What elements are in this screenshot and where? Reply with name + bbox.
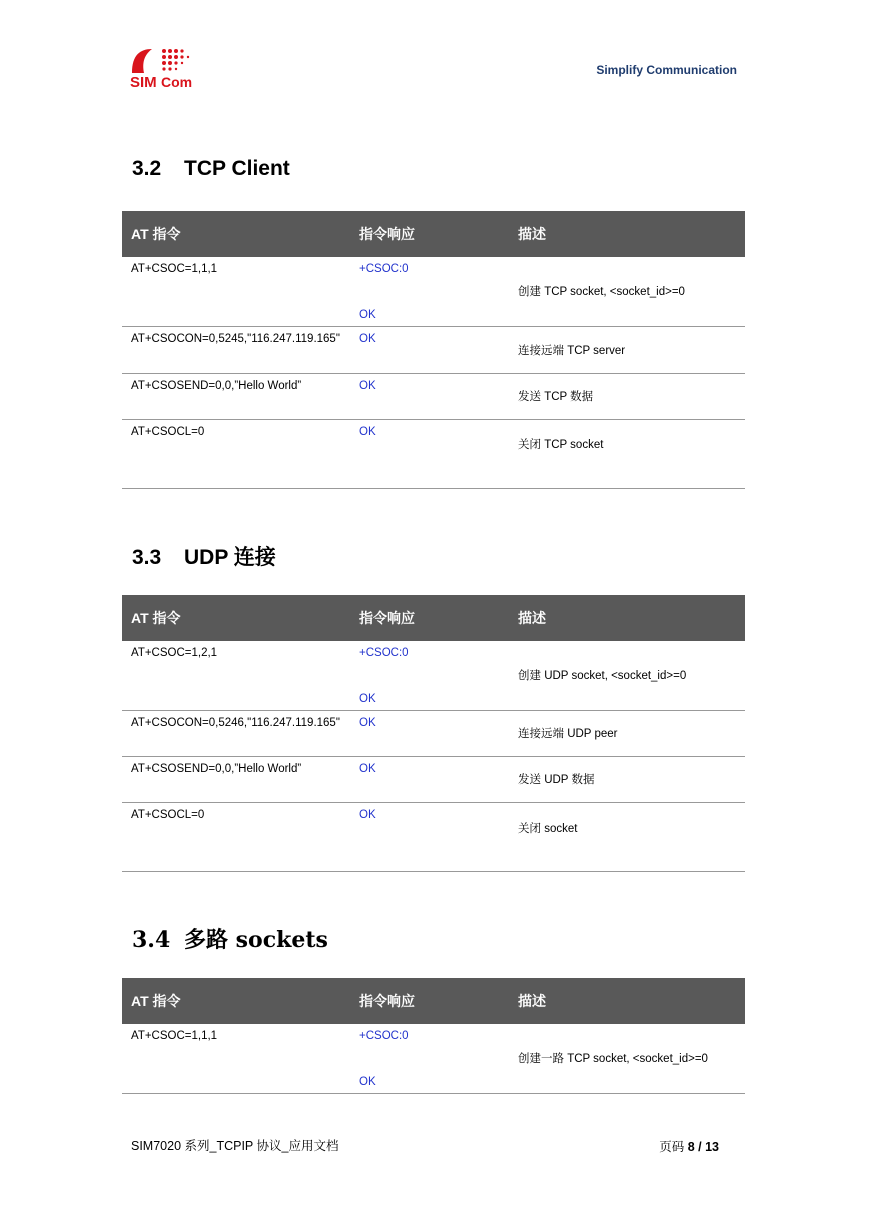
- at-command: AT+CSOCL=0: [131, 808, 205, 821]
- at-command-table-udp: [122, 595, 745, 872]
- table-row: [122, 641, 745, 710]
- table-header-row: [122, 978, 745, 1024]
- section-heading-3-4: [132, 923, 328, 954]
- section-number: 3.3: [132, 546, 162, 569]
- page-label: 页码: [659, 1140, 685, 1154]
- section-title: 多路 sockets: [184, 927, 328, 953]
- response-line: OK: [359, 332, 376, 345]
- table-row: [122, 1024, 745, 1093]
- description: 发送 TCP 数据: [509, 373, 745, 419]
- response-line: OK: [359, 379, 376, 392]
- section-title: UDP 连接: [184, 546, 276, 569]
- column-header: 指令响应: [350, 595, 509, 641]
- section-title: TCP Client: [184, 157, 290, 180]
- column-header: AT 指令: [122, 978, 350, 1024]
- response-line: OK: [359, 309, 376, 321]
- section-number: 3.2: [132, 157, 162, 180]
- section-heading-3-3: [132, 541, 276, 571]
- table-header-row: [122, 595, 745, 641]
- page-total: 13: [705, 1140, 719, 1154]
- table-row: [122, 326, 745, 373]
- at-command: AT+CSOC=1,1,1: [131, 263, 218, 275]
- at-command: AT+CSOC=1,2,1: [131, 647, 218, 659]
- description: 创建一路 TCP socket, <socket_id>=0: [509, 1024, 745, 1093]
- page-current: 8: [687, 1140, 695, 1154]
- description: 创建 UDP socket, <socket_id>=0: [509, 641, 745, 710]
- at-command: AT+CSOSEND=0,0,”Hello World”: [131, 762, 302, 775]
- at-command: AT+CSOCON=0,5246,"116.247.119.165": [131, 716, 340, 729]
- footer-page-number: [659, 1137, 719, 1155]
- description: 关闭 TCP socket: [509, 419, 745, 488]
- at-command-table-multi: [122, 978, 745, 1094]
- table-row: [122, 373, 745, 419]
- table-row: [122, 419, 745, 488]
- section-number: 3.4: [132, 927, 171, 953]
- response-line: OK: [359, 425, 376, 438]
- at-command: AT+CSOCL=0: [131, 425, 205, 438]
- response-line: OK: [359, 716, 376, 729]
- description: 连接远端 TCP server: [509, 326, 745, 373]
- column-header: 描述: [509, 211, 745, 257]
- response-line: OK: [359, 808, 376, 821]
- section-heading-3-2: [132, 157, 290, 181]
- response-line: +CSOC:0: [359, 647, 409, 659]
- at-command-table-tcp: [122, 211, 745, 489]
- column-header: 指令响应: [350, 978, 509, 1024]
- response-line: +CSOC:0: [359, 1030, 409, 1042]
- description: 关闭 socket: [509, 802, 745, 871]
- response-line: OK: [359, 693, 376, 705]
- table-row: [122, 257, 745, 326]
- header-tagline: Simplify Communication: [596, 63, 737, 77]
- at-command: AT+CSOCON=0,5245,"116.247.119.165": [131, 332, 340, 345]
- column-header: 描述: [509, 595, 745, 641]
- response-line: OK: [359, 1076, 376, 1088]
- column-header: AT 指令: [122, 211, 350, 257]
- table-header-row: [122, 211, 745, 257]
- at-command: AT+CSOSEND=0,0,”Hello World”: [131, 379, 302, 392]
- column-header: 描述: [509, 978, 745, 1024]
- page-separator: /: [694, 1140, 706, 1154]
- table-row: [122, 756, 745, 802]
- svg-text:SIM: SIM: [130, 74, 157, 91]
- description: 连接远端 UDP peer: [509, 710, 745, 756]
- column-header: 指令响应: [350, 211, 509, 257]
- response-line: OK: [359, 762, 376, 775]
- column-header: AT 指令: [122, 595, 350, 641]
- description: 创建 TCP socket, <socket_id>=0: [509, 257, 745, 326]
- table-row: [122, 802, 745, 871]
- footer-doc-title: SIM7020 系列_TCPIP 协议_应用文档: [131, 1139, 339, 1153]
- svg-text:Com: Com: [161, 74, 193, 90]
- table-row: [122, 710, 745, 756]
- simcom-logo: [130, 47, 194, 91]
- description: 发送 UDP 数据: [509, 756, 745, 802]
- response-line: +CSOC:0: [359, 263, 409, 275]
- at-command: AT+CSOC=1,1,1: [131, 1030, 218, 1042]
